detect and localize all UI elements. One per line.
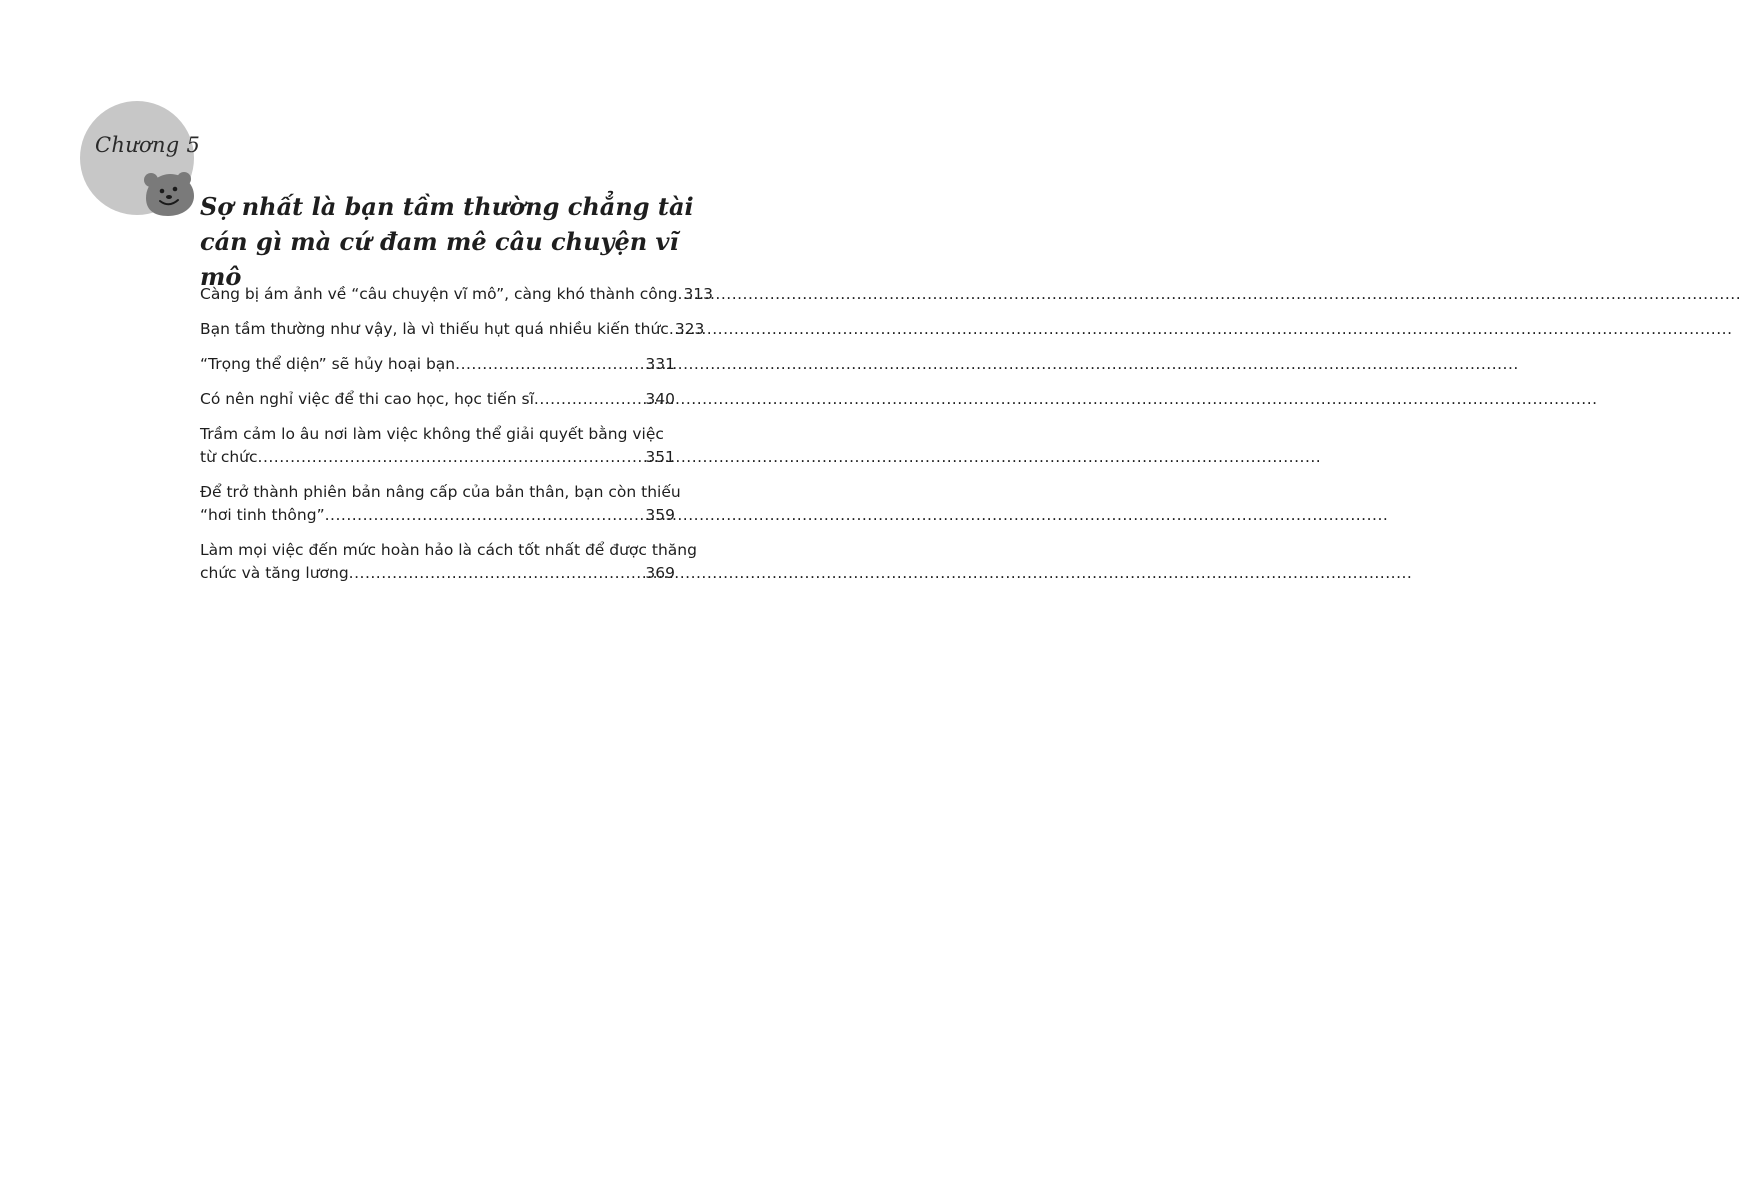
toc-dot-leader xyxy=(325,504,646,527)
table-of-contents xyxy=(200,283,714,597)
toc-entry-title-continued: “hơi tinh thông” xyxy=(200,506,325,524)
toc-entry[interactable] xyxy=(200,481,681,527)
toc-entry[interactable] xyxy=(200,539,697,585)
toc-entry-title: Trầm cảm lo âu nơi làm việc không thể giải quyết bằng việc xyxy=(200,425,664,443)
toc-entry-title-continued: chức và tăng lương xyxy=(200,564,349,582)
toc-dot-leader xyxy=(258,446,646,469)
toc-dot-leader xyxy=(534,388,646,411)
toc-page-number: 331 xyxy=(645,355,675,373)
toc-page-number: 340 xyxy=(645,390,675,408)
toc-dot-leader xyxy=(455,353,645,376)
toc-page-number: 323 xyxy=(674,320,705,338)
toc-entry-title: “Trọng thể diện” sẽ hủy hoại bạn xyxy=(200,355,456,373)
toc-page-number: 359 xyxy=(645,506,675,524)
toc-page-number: 351 xyxy=(645,448,675,466)
toc-entry-title: Có nên nghỉ việc để thi cao học, học tiến sĩ xyxy=(200,390,534,408)
toc-dot-leader xyxy=(349,562,646,585)
chapter-title: Sợ nhất là bạn tầm thường chẳng tài cán gì mà cứ đam mê câu chuyện vĩ mô xyxy=(200,192,694,291)
toc-entry[interactable] xyxy=(200,318,705,341)
toc-page-number: 369 xyxy=(645,564,675,582)
toc-entry-title: Làm mọi việc đến mức hoàn hảo là cách tốt nhất để được thăng xyxy=(200,541,697,559)
toc-entry[interactable] xyxy=(200,388,675,411)
toc-page-number: 313 xyxy=(683,285,714,303)
toc-entry-title: Càng bị ám ảnh về “câu chuyện vĩ mô”, càng khó thành công xyxy=(200,285,678,303)
chapter-label: Chương 5 xyxy=(95,133,201,157)
toc-entry[interactable] xyxy=(200,283,714,306)
toc-entry[interactable] xyxy=(200,353,675,376)
toc-entry[interactable] xyxy=(200,423,675,469)
toc-entry-title: Bạn tầm thường như vậy, là vì thiếu hụt quá nhiều kiến thức xyxy=(200,320,669,338)
bear-mascot-icon xyxy=(142,168,196,218)
toc-entry-title-continued: từ chức xyxy=(200,448,258,466)
toc-entry-title: Để trở thành phiên bản nâng cấp của bản thân, bạn còn thiếu xyxy=(200,483,681,501)
